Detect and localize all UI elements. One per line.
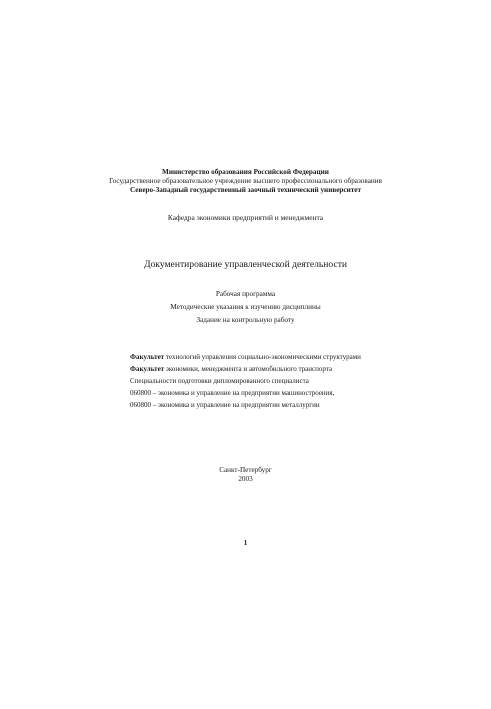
- faculty-label: Факультет: [130, 353, 165, 361]
- ministry-name: Министерство образования Российской Федерации: [162, 168, 329, 176]
- specialty-item: 060800 – экономика и управление на предприятии металлургии: [130, 401, 320, 409]
- faculty-text: технологий управления социально-экономическими структурами: [164, 353, 361, 361]
- department-name: [0, 213, 491, 222]
- document-subtitles: [0, 288, 491, 327]
- city-name: Санкт-Петербург: [219, 466, 272, 474]
- faculty-text: экономики, менеджмента и автомобильного транспорта: [164, 365, 333, 373]
- faculty-line: [130, 363, 480, 375]
- subtitle-guidelines: Методические указания к изучению дисциплины: [170, 303, 321, 311]
- page-number-text: 1: [243, 539, 248, 547]
- publication-place: [0, 466, 491, 484]
- specialty-heading: Специальности подготовки дипломированного специалиста: [130, 377, 309, 385]
- document-title: [0, 259, 491, 271]
- department-text: Кафедра экономики предприятий и менеджмента: [167, 213, 324, 222]
- faculty-label: Факультет: [130, 365, 165, 373]
- ministry-header: [0, 168, 491, 195]
- institution-name: Государственное образовательное учреждение высшего профессионального образования: [109, 177, 382, 185]
- subtitle-assignment: Задание на контрольную работу: [196, 316, 295, 324]
- faculty-specialty-block: [130, 351, 480, 411]
- document-title-text: Документирование управленческой деятельности: [143, 259, 348, 270]
- faculty-line: [130, 351, 480, 363]
- specialty-item: 060800 – экономика и управление на предприятии машиностроения,: [130, 389, 335, 397]
- publication-year: 2003: [238, 475, 253, 483]
- subtitle-work-program: Рабочая программа: [215, 290, 276, 298]
- page-number: [0, 539, 491, 548]
- university-name: Северо-Западный государственный заочный технический университет: [129, 186, 361, 194]
